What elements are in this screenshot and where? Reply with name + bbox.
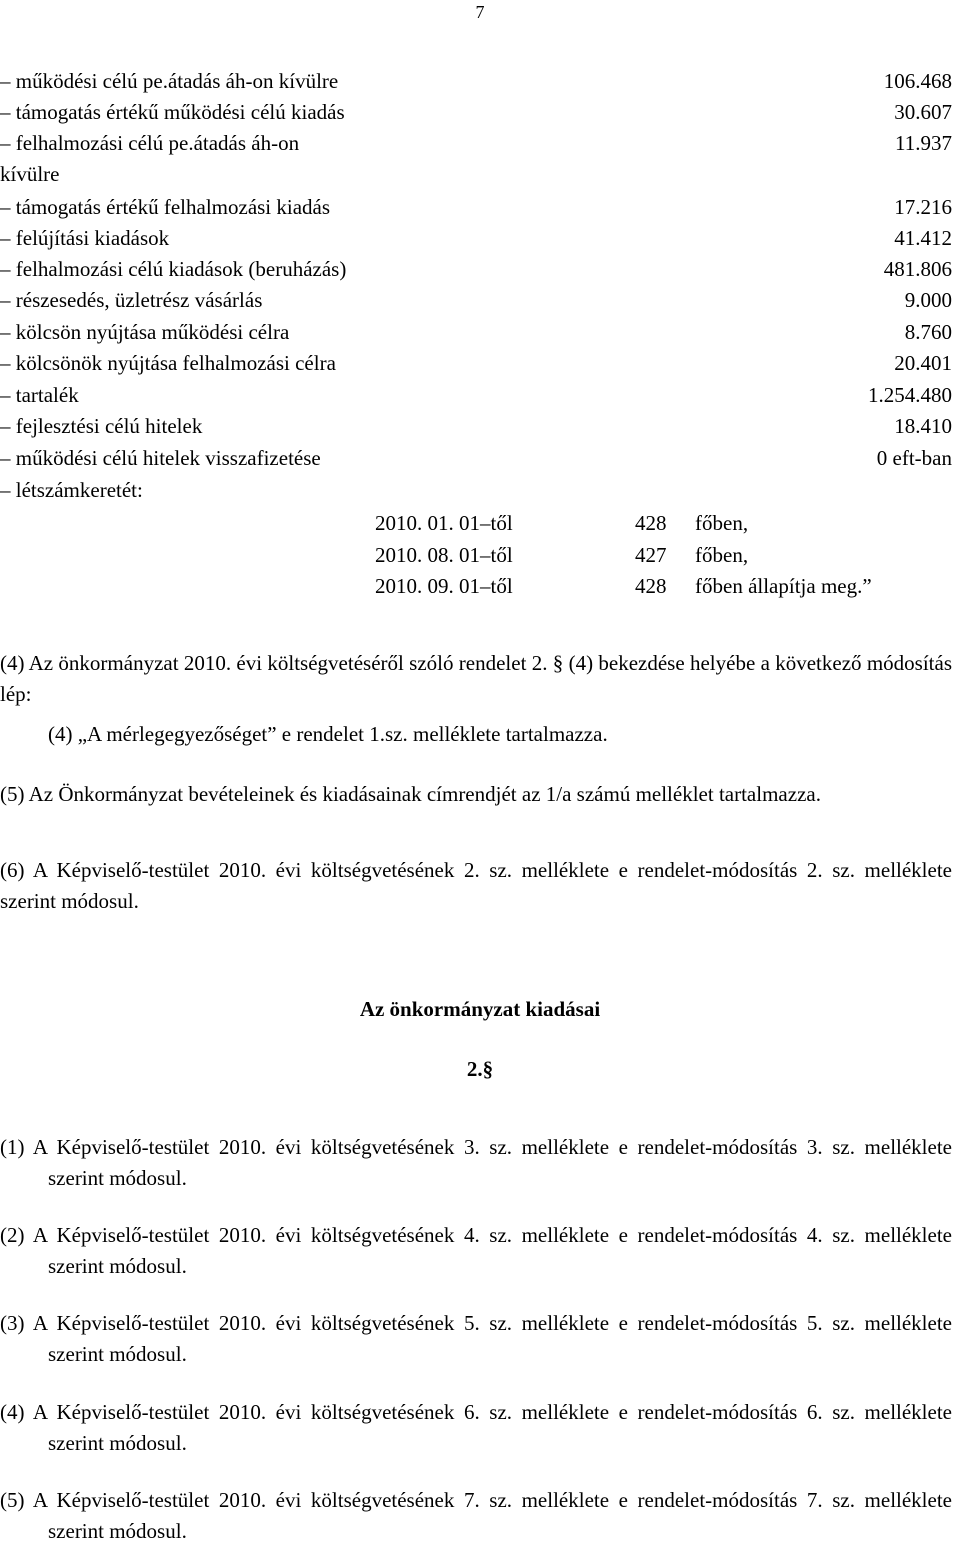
expense-value: 41.412	[894, 226, 952, 250]
headcount-text: főben,	[695, 543, 749, 567]
expense-label: – kölcsönök nyújtása felhalmozási célra	[0, 351, 336, 375]
expense-label: – működési célú hitelek visszafizetése	[0, 446, 321, 470]
section-number: 2.§	[466, 1057, 494, 1081]
expense-label: – tartalék	[0, 383, 79, 407]
section-paragraph: (5) A Képviselő-testület 2010. évi költségvetésének 7. sz. melléklete e rendelet-módosítás 7. sz. melléklete szerint módosul.	[0, 1488, 952, 1543]
expense-row	[0, 351, 952, 381]
paragraph-4: (4) Az önkormányzat 2010. évi költségvetéséről szóló rendelet 2. § (4) bekezdése helyébe a következő módosítás lép:	[0, 651, 952, 706]
headcount-date: 2010. 08. 01–től	[375, 543, 513, 567]
expense-value: 30.607	[894, 100, 952, 124]
page-number: 7	[475, 2, 485, 22]
headcount-date: 2010. 01. 01–től	[375, 511, 513, 535]
expense-label: – fejlesztési célú hitelek	[0, 414, 203, 438]
headcount-count: 427	[635, 543, 667, 567]
expense-label: – kölcsön nyújtása működési célra	[0, 320, 290, 344]
headcount-count: 428	[635, 574, 667, 598]
expense-label: – részesedés, üzletrész vásárlás	[0, 288, 263, 312]
expense-label: – felhalmozási célú kiadások (beruházás)	[0, 257, 347, 281]
expense-row	[0, 383, 952, 413]
expense-label: – működési célú pe.átadás áh-on kívülre	[0, 69, 339, 93]
expense-value: 11.937	[895, 131, 952, 155]
expense-value: 20.401	[894, 351, 952, 375]
expense-value: 9.000	[904, 288, 952, 312]
paragraph-6: (6) A Képviselő-testület 2010. évi költségvetésének 2. sz. melléklete e rendelet-módosítás 2. sz. melléklete szerint módosul.	[0, 858, 952, 913]
expense-row	[0, 257, 952, 287]
expense-row	[0, 195, 952, 225]
expense-value: 17.216	[894, 195, 952, 219]
headcount-count: 428	[635, 511, 667, 535]
expense-row	[0, 414, 952, 444]
section-paragraph: (2) A Képviselő-testület 2010. évi költségvetésének 4. sz. melléklete e rendelet-módosítás 4. sz. melléklete szerint módosul.	[0, 1223, 952, 1278]
expense-value: 106.468	[883, 69, 952, 93]
expense-label: – támogatás értékű működési célú kiadás	[0, 100, 345, 124]
paragraph-4-quote: (4) „A mérlegegyezőséget” e rendelet 1.sz. melléklete tartalmazza.	[48, 722, 608, 746]
expense-row	[0, 478, 952, 508]
expense-label: – támogatás értékű felhalmozási kiadás	[0, 195, 331, 219]
headcount-text: főben állapítja meg.”	[695, 574, 872, 598]
expense-value: 1.254.480	[868, 383, 952, 407]
expense-row	[0, 226, 952, 256]
expense-row	[0, 131, 952, 161]
expense-row	[0, 100, 952, 130]
section-paragraph: (3) A Képviselő-testület 2010. évi költségvetésének 5. sz. melléklete e rendelet-módosítás 5. sz. melléklete szerint módosul.	[0, 1311, 952, 1366]
expense-value: 18.410	[894, 414, 952, 438]
expense-value: 8.760	[904, 320, 952, 344]
expense-row	[0, 446, 952, 476]
headcount-text: főben,	[695, 511, 749, 535]
expense-row	[0, 162, 952, 192]
section-paragraph: (1) A Képviselő-testület 2010. évi költségvetésének 3. sz. melléklete e rendelet-módosítás 3. sz. melléklete szerint módosul.	[0, 1135, 952, 1190]
expense-label: kívülre	[0, 162, 60, 186]
expense-label: – felhalmozási célú pe.átadás áh-on	[0, 131, 300, 155]
expense-row	[0, 69, 952, 99]
expense-label: – létszámkeretét:	[0, 478, 143, 502]
expense-row	[0, 288, 952, 318]
headcount-date: 2010. 09. 01–től	[375, 574, 513, 598]
paragraph-5: (5) Az Önkormányzat bevételeinek és kiadásainak címrendjét az 1/a számú melléklet tartalmazza.	[0, 782, 821, 806]
expense-label: – felújítási kiadások	[0, 226, 170, 250]
expense-value: 0 eft-ban	[876, 446, 952, 470]
section-paragraph: (4) A Képviselő-testület 2010. évi költségvetésének 6. sz. melléklete e rendelet-módosítás 6. sz. melléklete szerint módosul.	[0, 1400, 952, 1455]
section-title: Az önkormányzat kiadásai	[359, 997, 601, 1021]
expense-row	[0, 320, 952, 350]
expense-value: 481.806	[883, 257, 952, 281]
